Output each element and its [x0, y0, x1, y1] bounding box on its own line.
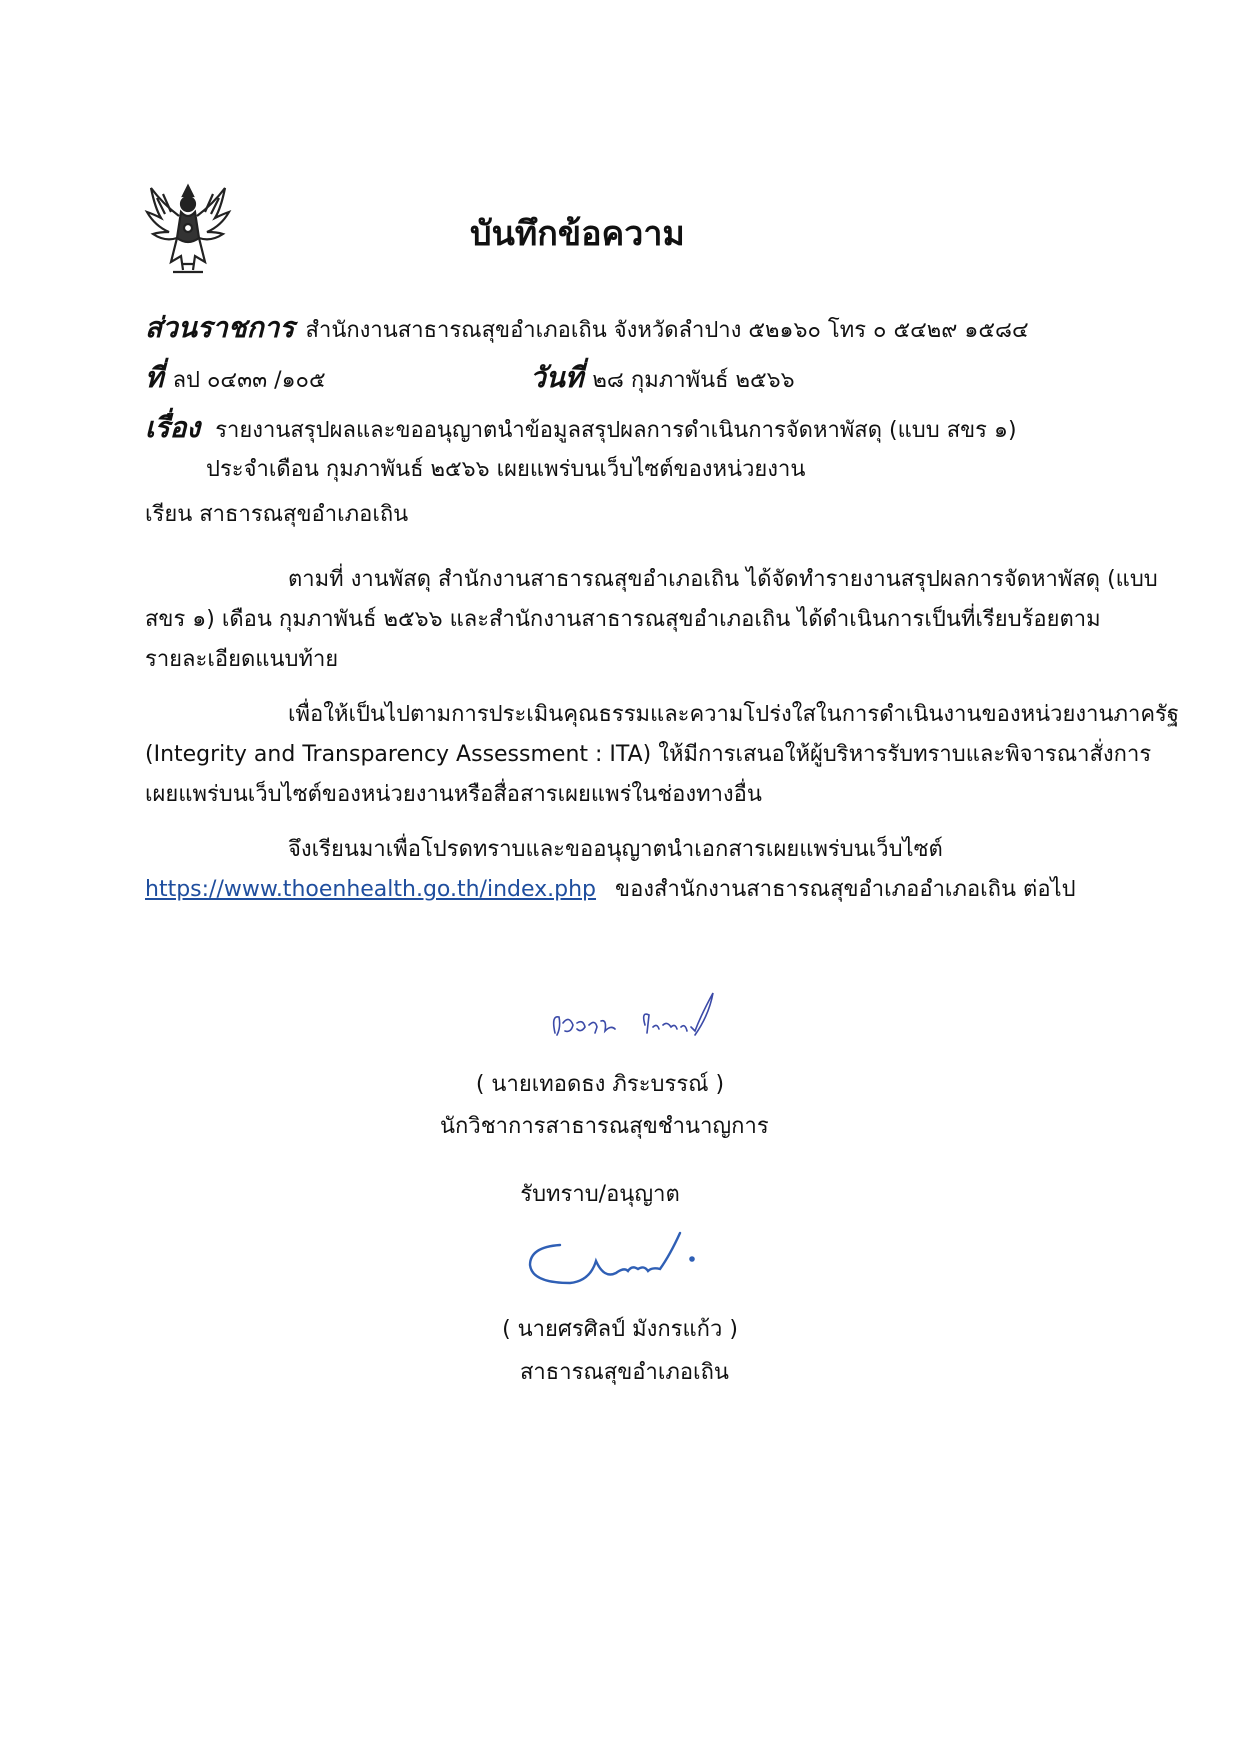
- paragraph-2-line-2: (Integrity and Transparency Assessment : ITA) ให้มีการเสนอให้ผู้บริหารรับทราบและพิจารณาสั่งการ: [145, 742, 1152, 767]
- date-label: วันที่: [530, 361, 584, 394]
- signer-1-position: นักวิชาการสาธารณสุขชำนาญการ: [440, 1114, 769, 1139]
- paragraph-1-line-2: สขร ๑) เดือน กุมภาพันธ์ ๒๕๖๖ และสำนักงานสาธารณสุขอำเภอเถิน ได้ดำเนินการเป็นที่เรียบร้อยตาม: [145, 607, 1101, 632]
- signature-2: [520, 1225, 740, 1295]
- signer-1-name: ( นายเทอดธง ภิระบรรณ์ ): [475, 1072, 725, 1097]
- ref-number: ลป ๐๔๓๓ /๑๐๕: [172, 368, 326, 393]
- subject-line-2: ประจำเดือน กุมภาพันธ์ ๒๕๖๖ เผยแพร่บนเว็บไซต์ของหน่วยงาน: [206, 457, 806, 482]
- subject-label: เรื่อง: [145, 411, 201, 444]
- date-row: [530, 360, 795, 400]
- ref-row: [145, 360, 326, 400]
- subject-row: [145, 410, 1017, 450]
- paragraph-1-line-1: ตามที่ งานพัสดุ สำนักงานสาธารณสุขอำเภอเถิน ได้จัดทำรายงานสรุปผลการจัดหาพัสดุ (แบบ: [288, 567, 1158, 592]
- department-label: ส่วนราชการ: [145, 311, 295, 344]
- paragraph-1-line-3: รายละเอียดแนบท้าย: [145, 647, 339, 672]
- approval-text: รับทราบ/อนุญาต: [520, 1182, 680, 1207]
- signer-2-name: ( นายศรศิลป์ มังกรแก้ว ): [502, 1317, 738, 1342]
- memo-title: บันทึกข้อความ: [470, 214, 685, 254]
- subject-line-1: รายงานสรุปผลและขออนุญาตนำข้อมูลสรุปผลการดำเนินการจัดหาพัสดุ (แบบ สขร ๑): [215, 418, 1017, 443]
- signature-1: [545, 975, 745, 1055]
- website-link[interactable]: https://www.thoenhealth.go.th/index.php: [145, 877, 597, 902]
- department-row: [145, 310, 1029, 350]
- paragraph-3-line-1: จึงเรียนมาเพื่อโปรดทราบและขออนุญาตนำเอกสารเผยแพร่บนเว็บไซต์: [288, 837, 943, 862]
- paragraph-3-tail: ของสำนักงานสาธารณสุขอำเภออำเภอเถิน ต่อไป: [615, 877, 1076, 902]
- signer-2-position: สาธารณสุขอำเภอเถิน: [520, 1360, 729, 1385]
- paragraph-3-line-2: [145, 875, 1076, 905]
- ref-label: ที่: [145, 361, 164, 394]
- department-text: สำนักงานสาธารณสุขอำเภอเถิน จังหวัดลำปาง ๕๒๑๖๐ โทร ๐ ๕๔๒๙ ๑๕๘๔: [305, 318, 1029, 343]
- recipient: เรียน สาธารณสุขอำเภอเถิน: [145, 502, 409, 527]
- date-text: ๒๘ กุมภาพันธ์ ๒๕๖๖: [592, 368, 795, 393]
- garuda-emblem-icon: [143, 178, 233, 278]
- paragraph-2-line-1: เพื่อให้เป็นไปตามการประเมินคุณธรรมและความโปร่งใสในการดำเนินงานของหน่วยงานภาครัฐ: [288, 702, 1180, 727]
- paragraph-2-line-3: เผยแพร่บนเว็บไซต์ของหน่วยงานหรือสื่อสารเผยแพร่ในช่องทางอื่น: [145, 782, 762, 807]
